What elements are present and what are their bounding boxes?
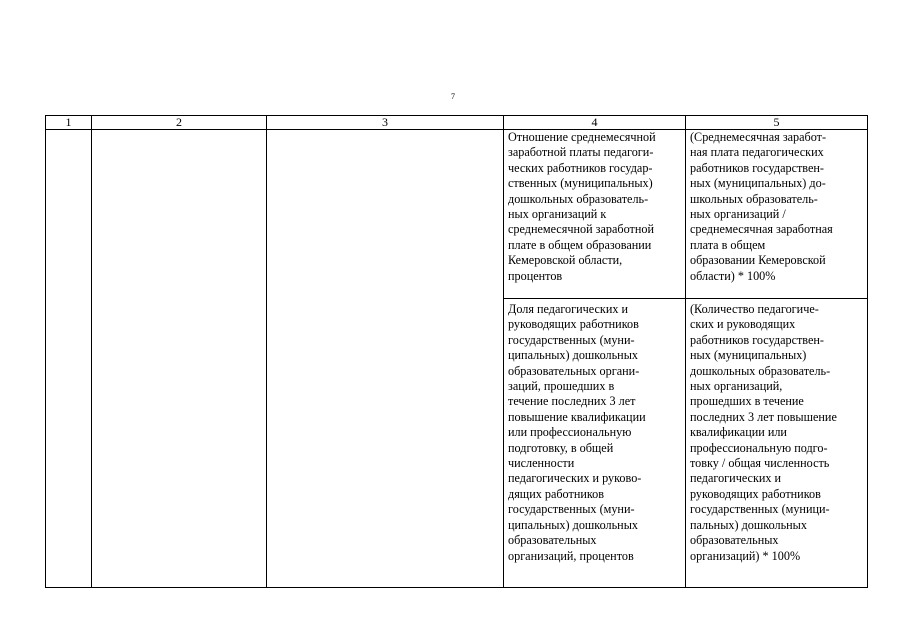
- column-header-1: 1: [46, 116, 92, 130]
- indicator-name-cell: [504, 130, 686, 299]
- column-header-5: 5: [686, 116, 868, 130]
- table-cell-col2: [92, 130, 267, 588]
- column-header-2: 2: [92, 116, 267, 130]
- indicator-name-text: Доля педагогических и руководящих работников государственных (муни- ципальных) дошкольных образовательных органи- заций, прошедших в течение последних 3 лет повышение квалификации или профессиональную подготовку, в общей численности педагогических и руково- дящих работников государственных (муни- ципальных) дошкольных образовательных организаций, процентов: [508, 302, 646, 563]
- indicator-formula-cell: [686, 130, 868, 299]
- indicator-name-text: Отношение среднемесячной заработной платы педагоги- ческих работников государ- ственных (муниципальных) дошкольных образователь- ных организаций к среднемесячной заработной плате в общем образовании Кемеровской области, процентов: [508, 130, 656, 283]
- table-header-row: [46, 116, 868, 130]
- table-cell-col1: [46, 130, 92, 588]
- indicator-formula-cell: [686, 299, 868, 588]
- table-cell-col3: [267, 130, 504, 588]
- indicator-formula-text: (Количество педагогиче- ских и руководящих работников государствен- ных (муниципальных) дошкольных образователь- ных организаций, прошедших в течение последних 3 лет повышение квалификации или профессиональную подго- товку / общая численность педагогических и руководящих работников государственных (муници- пальных) дошкольных образовательных организаций) * 100%: [690, 302, 837, 563]
- table-row: [46, 130, 868, 299]
- indicator-name-cell: [504, 299, 686, 588]
- column-header-3: 3: [267, 116, 504, 130]
- column-header-4: 4: [504, 116, 686, 130]
- indicator-formula-text: (Среднемесячная заработ- ная плата педагогических работников государствен- ных (муниципальных) до- школьных образователь- ных организаций / среднемесячная заработная плата в общем образовании Кемеровской области) * 100%: [690, 130, 833, 283]
- page-number: 7: [451, 92, 455, 101]
- indicators-table: [45, 115, 868, 588]
